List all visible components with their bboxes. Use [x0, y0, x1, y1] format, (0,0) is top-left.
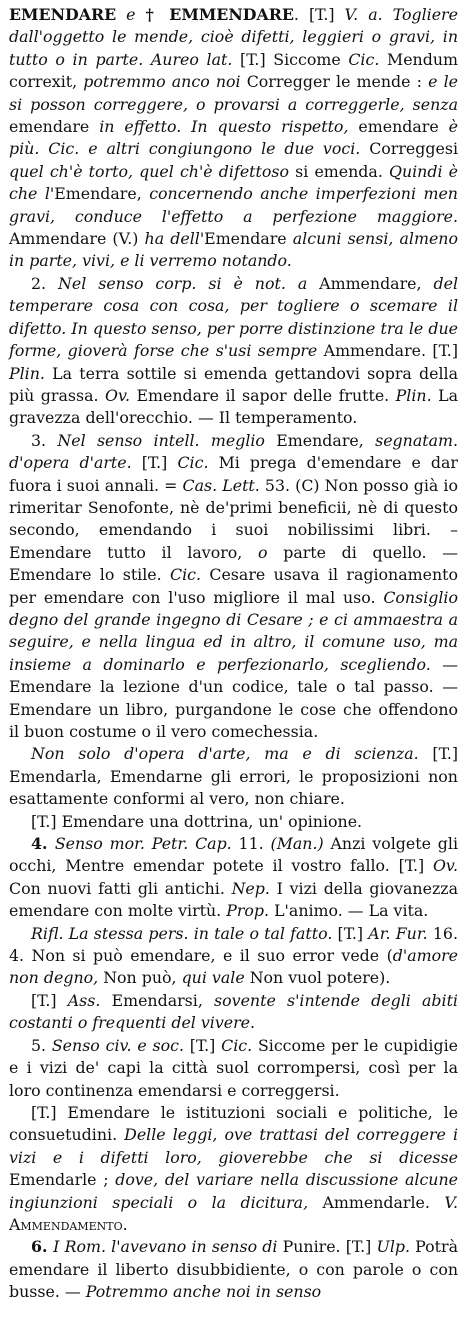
text-run: parte di quello. — Emendare lo stile.: [9, 542, 458, 585]
entry-paragraph: [9, 273, 458, 430]
entry-paragraph: [9, 1035, 458, 1102]
text-run: Potremmo anche noi in senso: [85, 1282, 322, 1302]
text-run: 6.: [31, 1237, 54, 1257]
text-run: [T.] Emendare le istituzioni sociali e politiche, le consuetudini.: [9, 1102, 458, 1145]
text-run: Cic.: [177, 453, 209, 473]
text-run: [T.] Emendare una dottrina, un' opinione.: [31, 811, 363, 831]
text-run: sovente s'intende degli abiti costanti o frequenti del vivere.: [9, 990, 458, 1033]
text-run: Consiglio degno del grande ingegno di Cesare ; e ci ammaestra a seguire, e nella lingua ed in altro, il comune uso, ma insieme a dominarlo e perfezionarlo, scegliendo.: [9, 587, 458, 674]
text-run: Delle leggi, ove trattasi del correggere i vizi e i difetti loro, gioverebbe che si dicesse: [9, 1125, 458, 1167]
text-run: [T.]: [31, 990, 68, 1010]
text-run: Emendare: [204, 229, 293, 249]
text-run: Ammendarle.: [308, 1192, 445, 1212]
text-run: I Rom. l'avevano in senso di: [53, 1237, 278, 1257]
text-run: . [T.]: [293, 5, 345, 24]
text-run: Ammendare (V.): [9, 229, 145, 249]
text-run: Correggesi: [360, 139, 458, 159]
text-run: segnatam. d'opera d'arte.: [9, 430, 459, 473]
text-run: Emendare,: [264, 430, 376, 450]
text-run: Siccome per le cupidigie e i vizi de' capi la città suol corrompersi, così per la loro continenza emendarsi e correggersi.: [9, 1035, 458, 1100]
text-run: Cesare usava il ragionamento per emendare con l'uso migliore il mal uso.: [9, 565, 458, 607]
text-run: Potrà emendare il liberto disubbidiente, o con parole o con busse. —: [9, 1237, 458, 1302]
text-run: qui vale: [181, 968, 245, 988]
text-run: La gravezza dell'orecchio. — Il temperamento.: [9, 385, 458, 428]
text-run: Cic.: [170, 565, 202, 585]
text-run: emendare: [9, 117, 100, 137]
text-run: d'amore non degno,: [9, 946, 458, 988]
text-run: si emenda.: [289, 161, 389, 181]
text-run: — Emendare la lezione d'un codice, tale o tal passo. — Emendare un libro, purgandone le cose che offendono il buon costume o il vero comechessia.: [9, 654, 458, 741]
text-run: Corregger le mende :: [240, 72, 429, 92]
text-run: dove, del variare nella discussione alcune ingiunzioni speciali o la dicitura,: [9, 1170, 458, 1212]
text-run: Con nuovi fatti gli antichi.: [9, 878, 232, 898]
text-run: 3.: [31, 430, 58, 450]
text-run: [T.]: [332, 923, 369, 943]
text-run: Ov.: [432, 856, 458, 876]
text-run: La terra sottile si emenda gettandovi sopra della più grassa.: [9, 363, 458, 405]
entry-paragraph: [9, 743, 458, 810]
text-run: 11.: [231, 834, 271, 854]
text-run: [T.]: [131, 453, 178, 473]
text-run: Ammendare,: [307, 273, 434, 293]
text-run: Non solo d'opera d'arte, ma e di scienza.: [31, 744, 419, 764]
text-run: concernendo anche imperfezioni men gravi, conduce l'effetto a perfezione maggiore.: [9, 184, 458, 226]
text-run: alcuni sensi, almeno in parte, vivi, e li verremo notando.: [9, 229, 458, 271]
entry-paragraph: [9, 1236, 458, 1303]
text-run: Senso mor. Petr. Cap.: [54, 834, 232, 854]
text-run: Ulp.: [376, 1237, 410, 1257]
text-run: Emendare il sapor delle frutte.: [130, 385, 396, 405]
text-run: I vizi della giovanezza emendare con molte virtù.: [9, 878, 459, 921]
text-run: V.: [444, 1192, 459, 1212]
text-run: Ov.: [105, 385, 131, 405]
text-run: [T.] Emendarla, Emendarne gli errori, le proposizioni non esattamente conformi al vero, non chiare.: [9, 744, 458, 809]
text-run: Emendarsi,: [100, 990, 215, 1010]
text-run: Plin.: [395, 385, 432, 405]
text-run: † EMMENDARE: [145, 5, 294, 24]
text-run: Ar. Fur.: [368, 923, 428, 943]
text-run: emendare: [348, 117, 449, 137]
text-run: Non vuol potere).: [244, 968, 391, 988]
text-run: Quindi è che l': [9, 161, 459, 204]
text-run: e le si posson correggere, o provarsi a correggerle, senza: [9, 72, 458, 114]
text-run: è più. Cic. e altri congiungono le due voci.: [9, 117, 458, 159]
text-run: Ammendare. [T.]: [317, 341, 458, 361]
text-run: Cic.: [348, 49, 380, 69]
text-run: Nep.: [231, 878, 270, 898]
entry-paragraph: [9, 833, 458, 923]
entry-paragraph: [9, 430, 458, 744]
text-run: potremmo anco noi: [83, 72, 241, 92]
text-run: Rifl. La stessa pers. in tale o tal fatto.: [31, 923, 333, 943]
text-run: Anzi volgete gli occhi, Mentre emendar potete il vostro fallo. [T.]: [9, 834, 458, 876]
text-run: (Man.): [270, 834, 324, 854]
entry-paragraph: [9, 923, 458, 990]
dictionary-entry-emendare: [9, 4, 458, 1304]
text-run: [T.]: [184, 1035, 222, 1055]
text-run: ha dell': [144, 229, 205, 249]
entry-paragraph: [9, 1102, 458, 1236]
entry-paragraph: [9, 811, 458, 833]
entry-paragraph: [9, 990, 458, 1035]
text-run: 53. (C) Non posso già io rimeritar Senofonte, nè de'primi beneficii, nè di questo secondo, emendando i suoi nobilissimi libri. – Emendare tutto il lavoro,: [9, 475, 458, 562]
text-run: quel ch'è torto, quel ch'è difettoso: [9, 161, 289, 181]
text-run: Punire. [T.]: [277, 1237, 377, 1257]
text-run: Ammendamento.: [9, 1214, 128, 1234]
text-run: V. a. Togliere dall'oggetto le mende, cioè difetti, leggieri o gravi, in tutto o in parte. Aureo lat.: [9, 5, 458, 69]
text-run: 4.: [31, 834, 55, 854]
text-run: L'animo. — La vita.: [269, 901, 429, 921]
text-run: 5.: [31, 1035, 52, 1055]
text-run: o: [258, 542, 268, 562]
text-run: Nel senso corp. si è not. a: [58, 273, 308, 293]
entry-paragraph: [9, 4, 458, 273]
text-run: 2.: [31, 273, 59, 293]
text-run: Mi prega d'emendare e dar fuora i suoi annali. =: [9, 453, 458, 495]
text-run: del temperare cosa con cosa, per togliere o scemare il difetto. In questo senso, per porre distinzione tra le due forme, gioverà forse che s'usi sempre: [9, 273, 458, 361]
text-run: Non può,: [98, 968, 182, 988]
text-run: Cic.: [221, 1035, 253, 1055]
text-run: Ass.: [67, 990, 101, 1010]
text-run: e: [116, 5, 146, 24]
text-run: Cas. Lett.: [182, 475, 260, 495]
text-run: Plin.: [9, 363, 45, 383]
text-run: Senso civ. e soc.: [51, 1035, 184, 1055]
text-run: Prop.: [226, 901, 270, 921]
text-run: Emendarle ;: [9, 1170, 116, 1190]
text-run: EMENDARE: [9, 5, 117, 24]
text-run: 16. 4. Non si può emendare, e il suo error vede (: [9, 923, 458, 966]
text-run: Nel senso intell. meglio: [57, 430, 265, 450]
text-run: Mendum correxit,: [9, 49, 458, 92]
text-run: [T.] Siccome: [232, 49, 349, 69]
text-run: Emendare,: [54, 184, 150, 204]
text-run: in effetto. In questo rispetto,: [99, 117, 349, 137]
